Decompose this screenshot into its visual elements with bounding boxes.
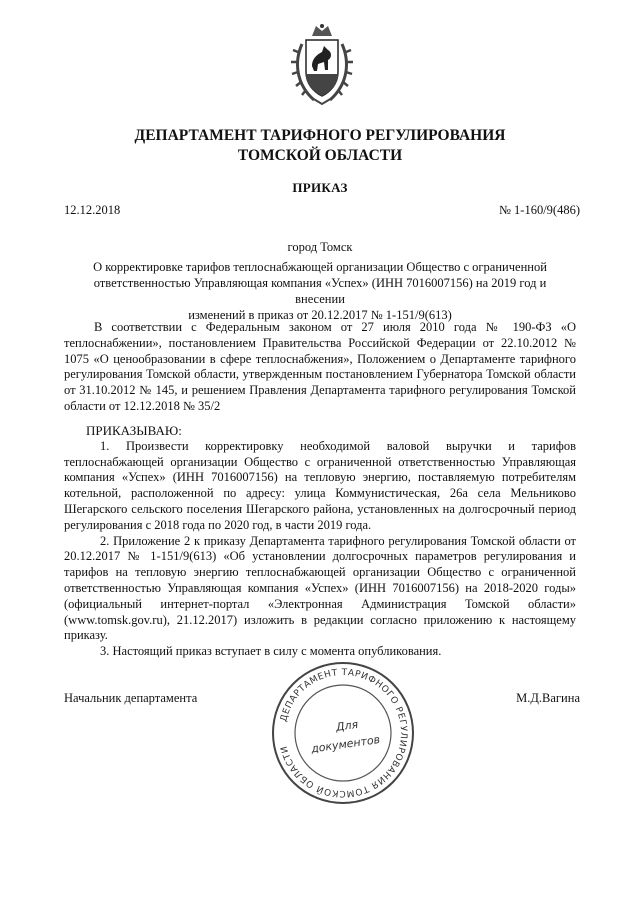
order-section	[64, 423, 576, 660]
subject-line: изменений в приказ от 20.12.2017 № 1-151/9(613)	[188, 308, 452, 322]
document-type: ПРИКАЗ	[292, 180, 348, 195]
stamp-ring-text: ДЕПАРТАМЕНТ ТАРИФНОГО РЕГУЛИРОВАНИЯ ТОМСКОЙ ОБЛАСТИ	[279, 667, 409, 799]
document-number: № 1-160/9(486)	[498, 203, 580, 217]
subject-line: О корректировке тарифов теплоснабжающей организации Общество с ограниченной	[93, 260, 547, 274]
document-date: 12.12.2018	[64, 203, 121, 217]
order-heading: ПРИКАЗЫВАЮ:	[86, 423, 182, 438]
document-city: город Томск	[287, 240, 353, 254]
signatory-title: Начальник департамента	[64, 691, 198, 705]
order-item-1: 1. Произвести корректировку необходимой валовой выручки и тарифов теплоснабжающей организации Общество с ограниченной ответственностью Управляющая компания «Успех» (ИНН 7016007156) на тепловую энергию, поставляемую потребителям котельной, расположенной по адресу: улица Коммунистическая, 26а села Мельниково Шегарского сельского поселения Шегарского района, установленных на долгосрочный период регулирования с 2018 года по 2020 год, в части 2019 года.	[64, 438, 576, 532]
round-seal-stamp-icon	[268, 658, 418, 808]
stamp-center-line2: документов	[310, 732, 381, 756]
preamble-paragraph: В соответствии с Федеральным законом от 27 июля 2010 года № 190-ФЗ «О теплоснабжении», постановлением Правительства Российской Федерации от 22.10.2012 № 1075 «О ценообразовании в сфере теплоснабжения», Положением о Департаменте тарифного регулирования Томской области, утвержденным постановлением Губернатора Томской области от 31.10.2012 № 145, и решением Правления Департамента тарифного регулирования Томской области от 12.12.2018 № 35/2	[64, 320, 576, 413]
organization-name	[0, 126, 640, 166]
order-item-2: 2. Приложение 2 к приказу Департамента тарифного регулирования Томской области от 20.12.2017 № 1-151/9(613) «Об установлении долгосрочных параметров регулирования и тарифов на тепловую энергию теплоснабжающей организации Общество с ограниченной ответственностью Управляющая компания «Успех» (ИНН 7016007156) на 2018-2020 годы» (официальный интернет-портал «Электронная Администрация Томской области» (www.tomsk.gov.ru), 21.12.2017) изложить в редакции согласно приложению к настоящему приказу.	[64, 533, 576, 643]
tomsk-coat-of-arms-icon	[290, 22, 354, 106]
stamp-center-line1: Для	[335, 717, 359, 734]
organization-name-line2: ТОМСКОЙ ОБЛАСТИ	[237, 147, 403, 164]
subject-line: ответственностью Управляющая компания «Успех» (ИНН 7016007156) на 2019 год и внесении	[93, 276, 547, 306]
document-subject	[80, 259, 560, 323]
preamble	[64, 320, 576, 415]
signatory-name: М.Д.Вагина	[516, 691, 580, 705]
order-item-3: 3. Настоящий приказ вступает в силу с момента опубликования.	[100, 644, 442, 659]
organization-name-line1: ДЕПАРТАМЕНТ ТАРИФНОГО РЕГУЛИРОВАНИЯ	[134, 127, 506, 144]
